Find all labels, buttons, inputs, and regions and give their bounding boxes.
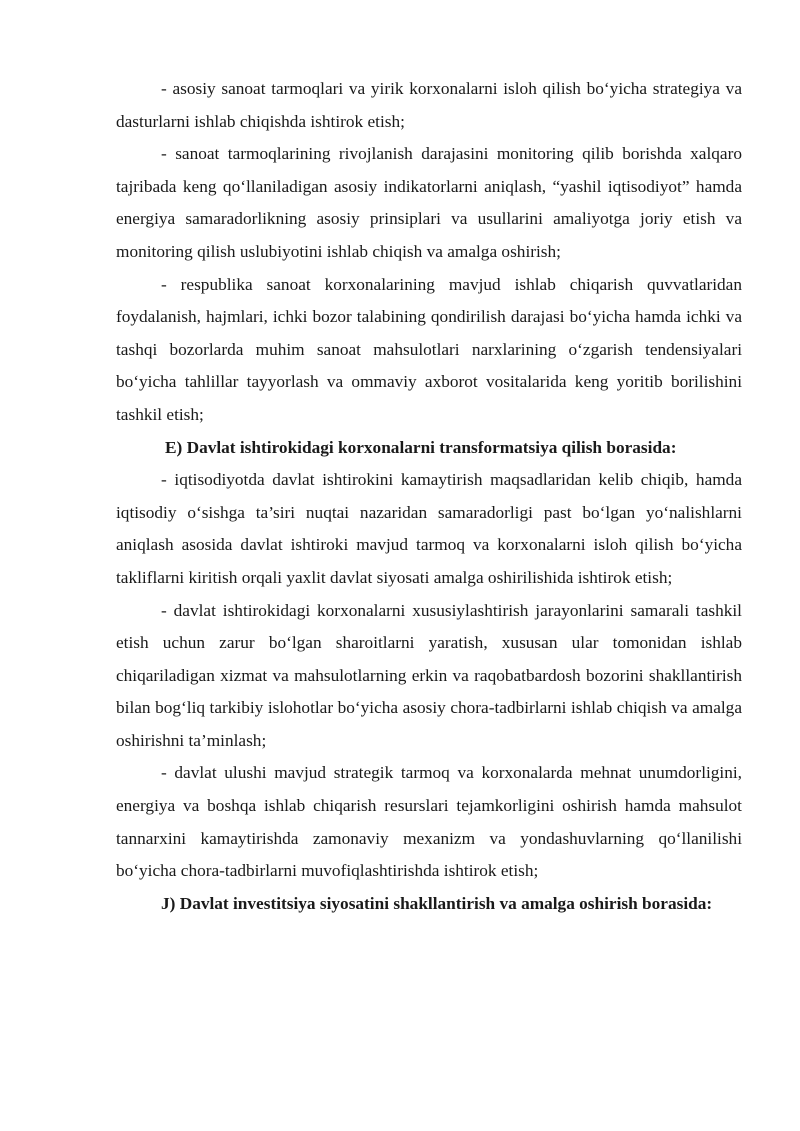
paragraph-state-participation: - iqtisodiyotda davlat ishtirokini kamaytirish maqsadlaridan kelib chiqib, hamda iqtisodiy o‘sishga ta’siri nuqtai nazaridan samaradorligi past bo‘lgan yo‘nalishlarni aniqlash asosida davlat ishtiroki mavjud tarmoq va korxonalarni isloh qilish bo‘yicha takliflarni kiritish orqali yaxlit davlat siyosati amalga oshirilishida ishtirok etish; [116, 470, 742, 587]
section-heading-j: J) Davlat investitsiya siyosatini shakllantirish va amalga oshirish borasida: [161, 893, 713, 913]
paragraph-productivity: - davlat ulushi mavjud strategik tarmoq va korxonalarda mehnat unumdorligini, energiya va boshqa ishlab chiqarish resurslari tejamkorligini oshirish hamda mahsulot tannarxini kamaytirishda zamonaviy mexanizm va yondashuvlarning qo‘llanilishi bo‘yicha chora-tadbirlarni muvofiqlashtirishda ishtirok etish; [116, 763, 742, 881]
section-heading-e: E) Davlat ishtirokidagi korxonalarni transformatsiya qilish borasida: [165, 437, 677, 457]
paragraph-capacity-analysis: - respublika sanoat korxonalarining mavjud ishlab chiqarish quvvatlaridan foydalanish, hajmlari, ichki bozor talabining qondirilish darajasi bo‘yicha hamda ichki va tashqi bozorlarda muhim sanoat mahsulotlari narxlarining o‘zgarish tendensiyalari bo‘yicha tahlillar tayyorlash va ommaviy axborot vositalarida keng yoritib borilishini tashkil etish; [116, 274, 742, 424]
document-body [116, 73, 742, 920]
paragraph-privatization: - davlat ishtirokidagi korxonalarni xususiylashtirish jarayonlarini samarali tashkil etish uchun zarur bo‘lgan sharoitlarni yaratish, xususan ular tomonidan ishlab chiqariladigan xizmat va mahsulotlarning erkin va raqobatbardosh bozorini shakllantirish bilan bog‘liq tarkibiy islohotlar bo‘yicha asosiy chora-tadbirlarni ishlab chiqish va amalga oshirishni ta’minlash; [116, 600, 742, 750]
paragraph-monitoring-indicators: - sanoat tarmoqlarining rivojlanish darajasini monitoring qilib borishda xalqaro tajribada keng qo‘llaniladigan asosiy indikatorlarni aniqlash, “yashil iqtisodiyot” hamda energiya samaradorlikning asosiy prinsiplari va usullarini amaliyotga joriy etish va monitoring qilish uslubiyotini ishlab chiqish va amalga oshirish; [116, 144, 742, 261]
paragraph-reform-strategy: - asosiy sanoat tarmoqlari va yirik korxonalarni isloh qilish bo‘yicha strategiya va dasturlarni ishlab chiqishda ishtirok etish; [116, 79, 742, 131]
